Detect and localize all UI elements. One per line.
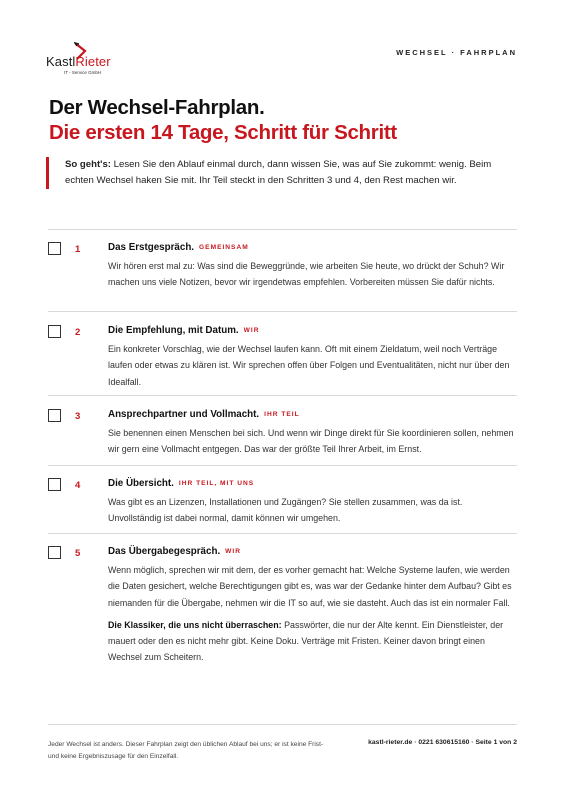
- step-title-row: [108, 324, 518, 338]
- company-logo: [46, 42, 136, 76]
- step-title-row: [108, 241, 518, 255]
- step-title-row: [108, 545, 518, 559]
- step-note-text: Passwörter, die nur der Alte kennt. Ein Dienstleister, der mauert oder den es nicht mehr gibt. Keine Doku. Verträge mit Fristen. Keiner davon bringt einen Wechsel zum Scheitern.: [108, 619, 504, 663]
- step-checkbox[interactable]: [48, 409, 61, 422]
- step-content: [108, 477, 518, 527]
- intro-callout: [46, 157, 505, 189]
- document-label: WECHSEL · FAHRPLAN: [396, 48, 517, 57]
- step-tag: IHR TEIL, MIT UNS: [178, 480, 255, 487]
- step-tag: GEMEINSAM: [199, 244, 249, 251]
- step-content: [108, 408, 518, 458]
- logo-wordmark: [46, 55, 111, 68]
- step-tag: IHR TEIL: [264, 411, 300, 418]
- step-note: [108, 617, 518, 666]
- title-line-2: Die ersten 14 Tage, Schritt für Schritt: [49, 121, 397, 144]
- page-title: [49, 95, 397, 145]
- footer-contact: kastl-rieter.de · 0221 630615160 · Seite 1 von 2: [368, 739, 517, 746]
- divider: [48, 533, 517, 534]
- step-title: Ansprechpartner und Vollmacht.: [108, 409, 260, 420]
- step-number: 3: [75, 411, 81, 422]
- step-title-row: [108, 408, 518, 422]
- step-note-lead: Die Klassiker, die uns nicht überraschen:: [108, 619, 282, 630]
- divider: [48, 311, 517, 312]
- logo-name-part1: Kastl: [46, 54, 76, 69]
- step-content: [108, 324, 518, 390]
- step-title: Das Übergabegespräch.: [108, 546, 221, 557]
- step-content: [108, 241, 518, 291]
- step-description: Sie benennen einen Menschen bei sich. Und wenn wir Dinge direkt für Sie koordinieren sollen, nehmen wir gern eine Vollmacht entgegen. Das war der größte Teil Ihrer Arbeit, im Ernst.: [108, 428, 514, 455]
- step-description: Ein konkreter Vorschlag, wie der Wechsel laufen kann. Oft mit einem Zieldatum, weil noch Verträge laufen oder etwas zu klären ist. Wir sprechen offen über Folgen und Eventualitäten, nicht nur über den Idealfall.: [108, 344, 510, 387]
- step-title-row: [108, 477, 518, 491]
- step-title: Die Empfehlung, mit Datum.: [108, 325, 239, 336]
- step-title: Das Erstgespräch.: [108, 242, 195, 253]
- step-number: 4: [75, 480, 81, 491]
- title-line-1: Der Wechsel-Fahrplan.: [49, 96, 265, 119]
- divider: [48, 465, 517, 466]
- footer-disclaimer: Jeder Wechsel ist anders. Dieser Fahrplan zeigt den üblichen Ablauf bei uns; er ist keine Frist- und keine Ergebniszusage für den Einzelfall.: [48, 741, 324, 760]
- step-tag: WIR: [243, 327, 260, 334]
- step-description: Wenn möglich, sprechen wir mit dem, der es vorher gemacht hat: Welche Systeme laufen, wie werden die Daten gesichert, welche Berechtigungen gibt es, was war der Gedanke hinter dem Aufbau? Gibt es niemanden für die Übergabe, nehmen wir die IT so auf, wie sie dasteht. Auch das ist ein normaler Fall.: [108, 565, 512, 608]
- step-checkbox[interactable]: [48, 242, 61, 255]
- step-content: [108, 545, 518, 666]
- step-description: Wir hören erst mal zu: Was sind die Beweggründe, wie arbeiten Sie heute, wo drückt der Schuh? Wir machen uns viele Notizen, bevor wir irgendetwas empfehlen. Vorbereiten müssen Sie dafür nichts.: [108, 261, 505, 288]
- step-tag: WIR: [225, 548, 241, 555]
- step-number: 5: [75, 548, 81, 559]
- logo-name-part2: Rieter: [75, 54, 111, 69]
- divider: [48, 395, 517, 396]
- divider: [48, 229, 517, 230]
- divider: [48, 724, 517, 725]
- logo-subtitle: IT - Service GmbH: [64, 70, 102, 75]
- step-checkbox[interactable]: [48, 478, 61, 491]
- step-title: Die Übersicht.: [108, 478, 174, 489]
- step-number: 1: [75, 244, 81, 255]
- intro-lead: So geht's:: [65, 159, 111, 170]
- step-checkbox[interactable]: [48, 546, 61, 559]
- step-description: Was gibt es an Lizenzen, Installationen und Zugängen? Sie stellen zusammen, was da ist. Unvollständig ist dabei normal, damit können wir umgehen.: [108, 497, 463, 524]
- intro-text: Lesen Sie den Ablauf einmal durch, dann wissen Sie, was auf Sie zukommt: wenig. Beim echten Wechsel haken Sie mit. Ihr Teil steckt in den Schritten 3 und 4, den Rest machen wir.: [65, 159, 492, 186]
- step-number: 2: [75, 327, 81, 338]
- step-checkbox[interactable]: [48, 325, 61, 338]
